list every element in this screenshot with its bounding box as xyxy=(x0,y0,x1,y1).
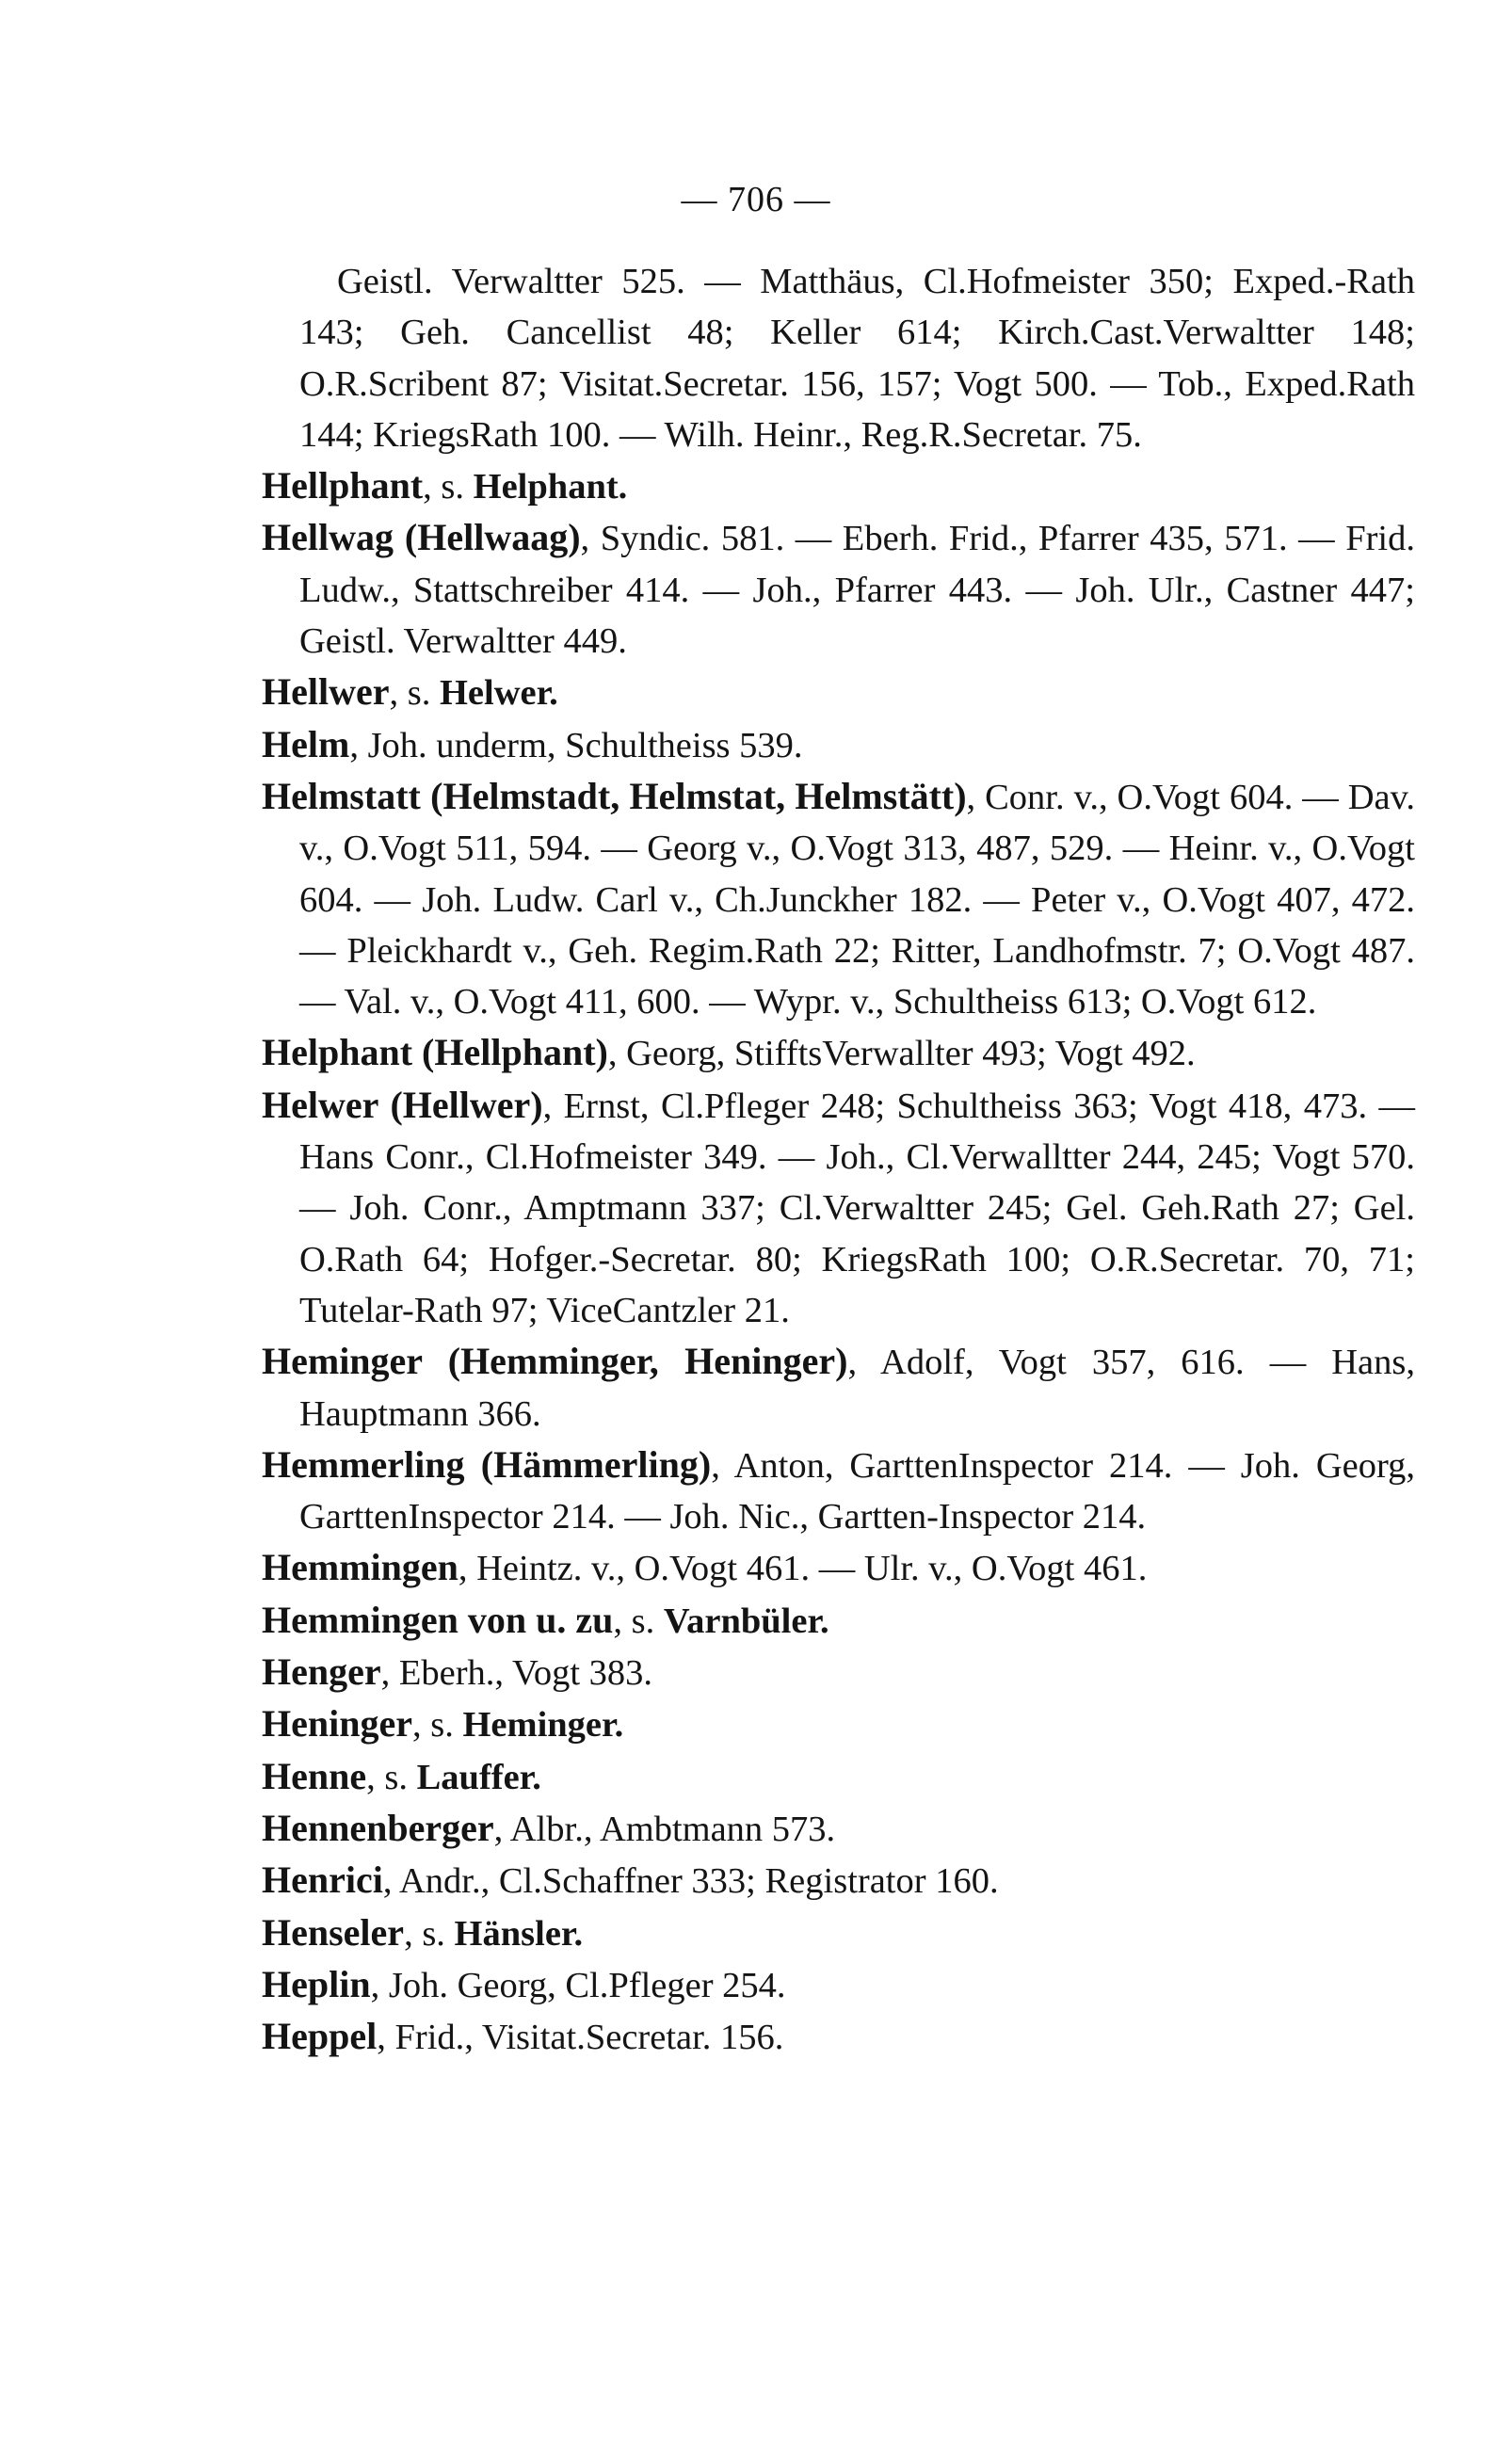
entry-headword: Hemmingen xyxy=(262,1546,458,1589)
entry-text: , s. xyxy=(389,673,440,714)
entry-henseler xyxy=(262,1907,1415,1959)
register-entries xyxy=(262,256,1415,2063)
entry-helwer xyxy=(262,1080,1415,1336)
entry-headword: Henger xyxy=(262,1650,381,1694)
entry-text: , s. xyxy=(423,467,474,507)
entry-headword: Hellwag (Hellwaag) xyxy=(262,516,581,559)
entry-text: , Ernst, Cl.Pfleger 248; Schultheiss 363; Vogt 418, 473. — Hans Conr., Cl.Hofmeister 349. — Joh., Cl.Verwalltter 244, 245; Vogt 570. — Joh. Conr., Amptmann 337; Cl.Verwaltter 245; Gel. Geh.Rath 27; Gel. O.Rath 64; Hofger.-Secretar. 80; KriegsRath 100; O.R.Secretar. 70, 71; Tutelar-Rath 97; ViceCantzler 21. xyxy=(299,1086,1416,1330)
entry-henrici xyxy=(262,1855,1415,1907)
entry-text: , Andr., Cl.Schaffner 333; Registrator 160. xyxy=(382,1861,999,1902)
entry-henne xyxy=(262,1751,1415,1803)
entry-text: , Heintz. v., O.Vogt 461. — Ulr. v., O.Vogt 461. xyxy=(458,1549,1148,1589)
entry-hemmingen-von-u-zu xyxy=(262,1595,1415,1647)
entry-headword: Hemmerling (Hämmerling) xyxy=(262,1442,712,1486)
entry-text: , s. xyxy=(404,1913,455,1954)
entry-text: , Joh. Georg, Cl.Pfleger 254. xyxy=(370,1965,786,2005)
entry-cross-reference: Hänsler. xyxy=(454,1913,584,1954)
entry-text: , Joh. underm, Schultheiss 539. xyxy=(349,725,803,765)
entry-helmstatt xyxy=(262,771,1415,1027)
entry-text: , Georg, StifftsVerwallter 493; Vogt 492. xyxy=(607,1034,1196,1074)
entry-text: , Frid., Visitat.Secretar. 156. xyxy=(377,2018,784,2058)
entry-cross-reference: Helphant. xyxy=(473,467,628,507)
entry-heplin xyxy=(262,1959,1415,2011)
entry-headword: Henseler xyxy=(262,1910,405,1954)
entry-headword: Heninger xyxy=(262,1702,412,1746)
entry-helphant xyxy=(262,1027,1415,1079)
entry-headword: Heppel xyxy=(262,2015,378,2058)
entry-cross-reference: Heminger. xyxy=(462,1705,624,1746)
entry-cross-reference: Helwer. xyxy=(439,673,558,714)
entry-text: , Conr. v., O.Vogt 604. — Dav. v., O.Vogt 511, 594. — Georg v., O.Vogt 313, 487, 529. — Heinr. v., O.Vogt 604. — Joh. Ludw. Carl v., Ch.Junckher 182. — Peter v., O.Vogt 407, 472. — Pleickhardt v., Geh. Regim.Rath 22; Ritter, Landhofmstr. 7; O.Vogt 487. — Val. v., O.Vogt 411, 600. — Wypr. v., Schultheiss 613; O.Vogt 612. xyxy=(299,777,1415,1022)
entry-text: , Adolf, Vogt 357, 616. — Hans, Hauptmann 366. xyxy=(299,1343,1415,1434)
entry-henger xyxy=(262,1647,1415,1698)
entry-text: , Eberh., Vogt 383. xyxy=(380,1653,653,1694)
entry-headword: Helwer (Hellwer) xyxy=(262,1083,543,1126)
entry-text: , Syndic. 581. — Eberh. Frid., Pfarrer 435, 571. — Frid. Ludw., Stattschreiber 414. — Joh., Pfarrer 443. — Joh. Ulr., Castner 447; Geistl. Verwaltter 449. xyxy=(299,519,1415,662)
entry-helm xyxy=(262,719,1415,771)
entry-headword: Hellwer xyxy=(262,670,390,714)
entry-text: , Albr., Ambtmann 573. xyxy=(493,1809,836,1849)
entry-headword: Hellphant xyxy=(262,464,424,507)
entry-hennenberger xyxy=(262,1803,1415,1855)
entry-hellphant xyxy=(262,460,1415,512)
entry-text: , s. xyxy=(366,1757,417,1797)
page-number: — 706 — xyxy=(681,180,831,219)
entry-text: , Anton, GarttenInspector 214. — Joh. Georg, GarttenInspector 214. — Joh. Nic., Gartten-Inspector 214. xyxy=(299,1445,1415,1537)
entry-text: Geistl. Verwaltter 525. — Matthäus, Cl.Hofmeister 350; Exped.-Rath 143; Geh. Cancellist 48; Keller 614; Kirch.Cast.Verwaltter 148; O.R.Scribent 87; Visitat.Secretar. 156, 157; Vogt 500. — Tob., Exped.Rath 144; KriegsRath 100. — Wilh. Heinr., Reg.R.Secretar. 75. xyxy=(299,262,1415,455)
entry-heninger xyxy=(262,1698,1415,1750)
entry-heppel xyxy=(262,2011,1415,2063)
entry-heminger xyxy=(262,1336,1415,1440)
entry-headword: Heminger (Hemminger, Heninger) xyxy=(262,1340,848,1383)
entry-continuation xyxy=(262,256,1415,460)
entry-headword: Heplin xyxy=(262,1962,371,2005)
entry-headword: Hemmingen von u. zu xyxy=(262,1598,614,1641)
entry-hellwag xyxy=(262,512,1415,667)
entry-headword: Hennenberger xyxy=(262,1806,494,1849)
entry-headword: Henrici xyxy=(262,1859,383,1902)
entry-cross-reference: Varnbüler. xyxy=(663,1601,829,1641)
entry-headword: Helm xyxy=(262,722,350,765)
entry-headword: Helmstatt (Helmstadt, Helmstat, Helmstätt) xyxy=(262,774,967,817)
entry-headword: Henne xyxy=(262,1754,367,1797)
entry-text: , s. xyxy=(411,1705,463,1746)
entry-cross-reference: Lauffer. xyxy=(416,1757,541,1797)
entry-hellwer xyxy=(262,667,1415,718)
entry-hemmerling xyxy=(262,1440,1415,1543)
entry-text: , s. xyxy=(613,1601,664,1641)
entry-headword: Helphant (Hellphant) xyxy=(262,1031,608,1074)
entry-hemmingen xyxy=(262,1542,1415,1594)
